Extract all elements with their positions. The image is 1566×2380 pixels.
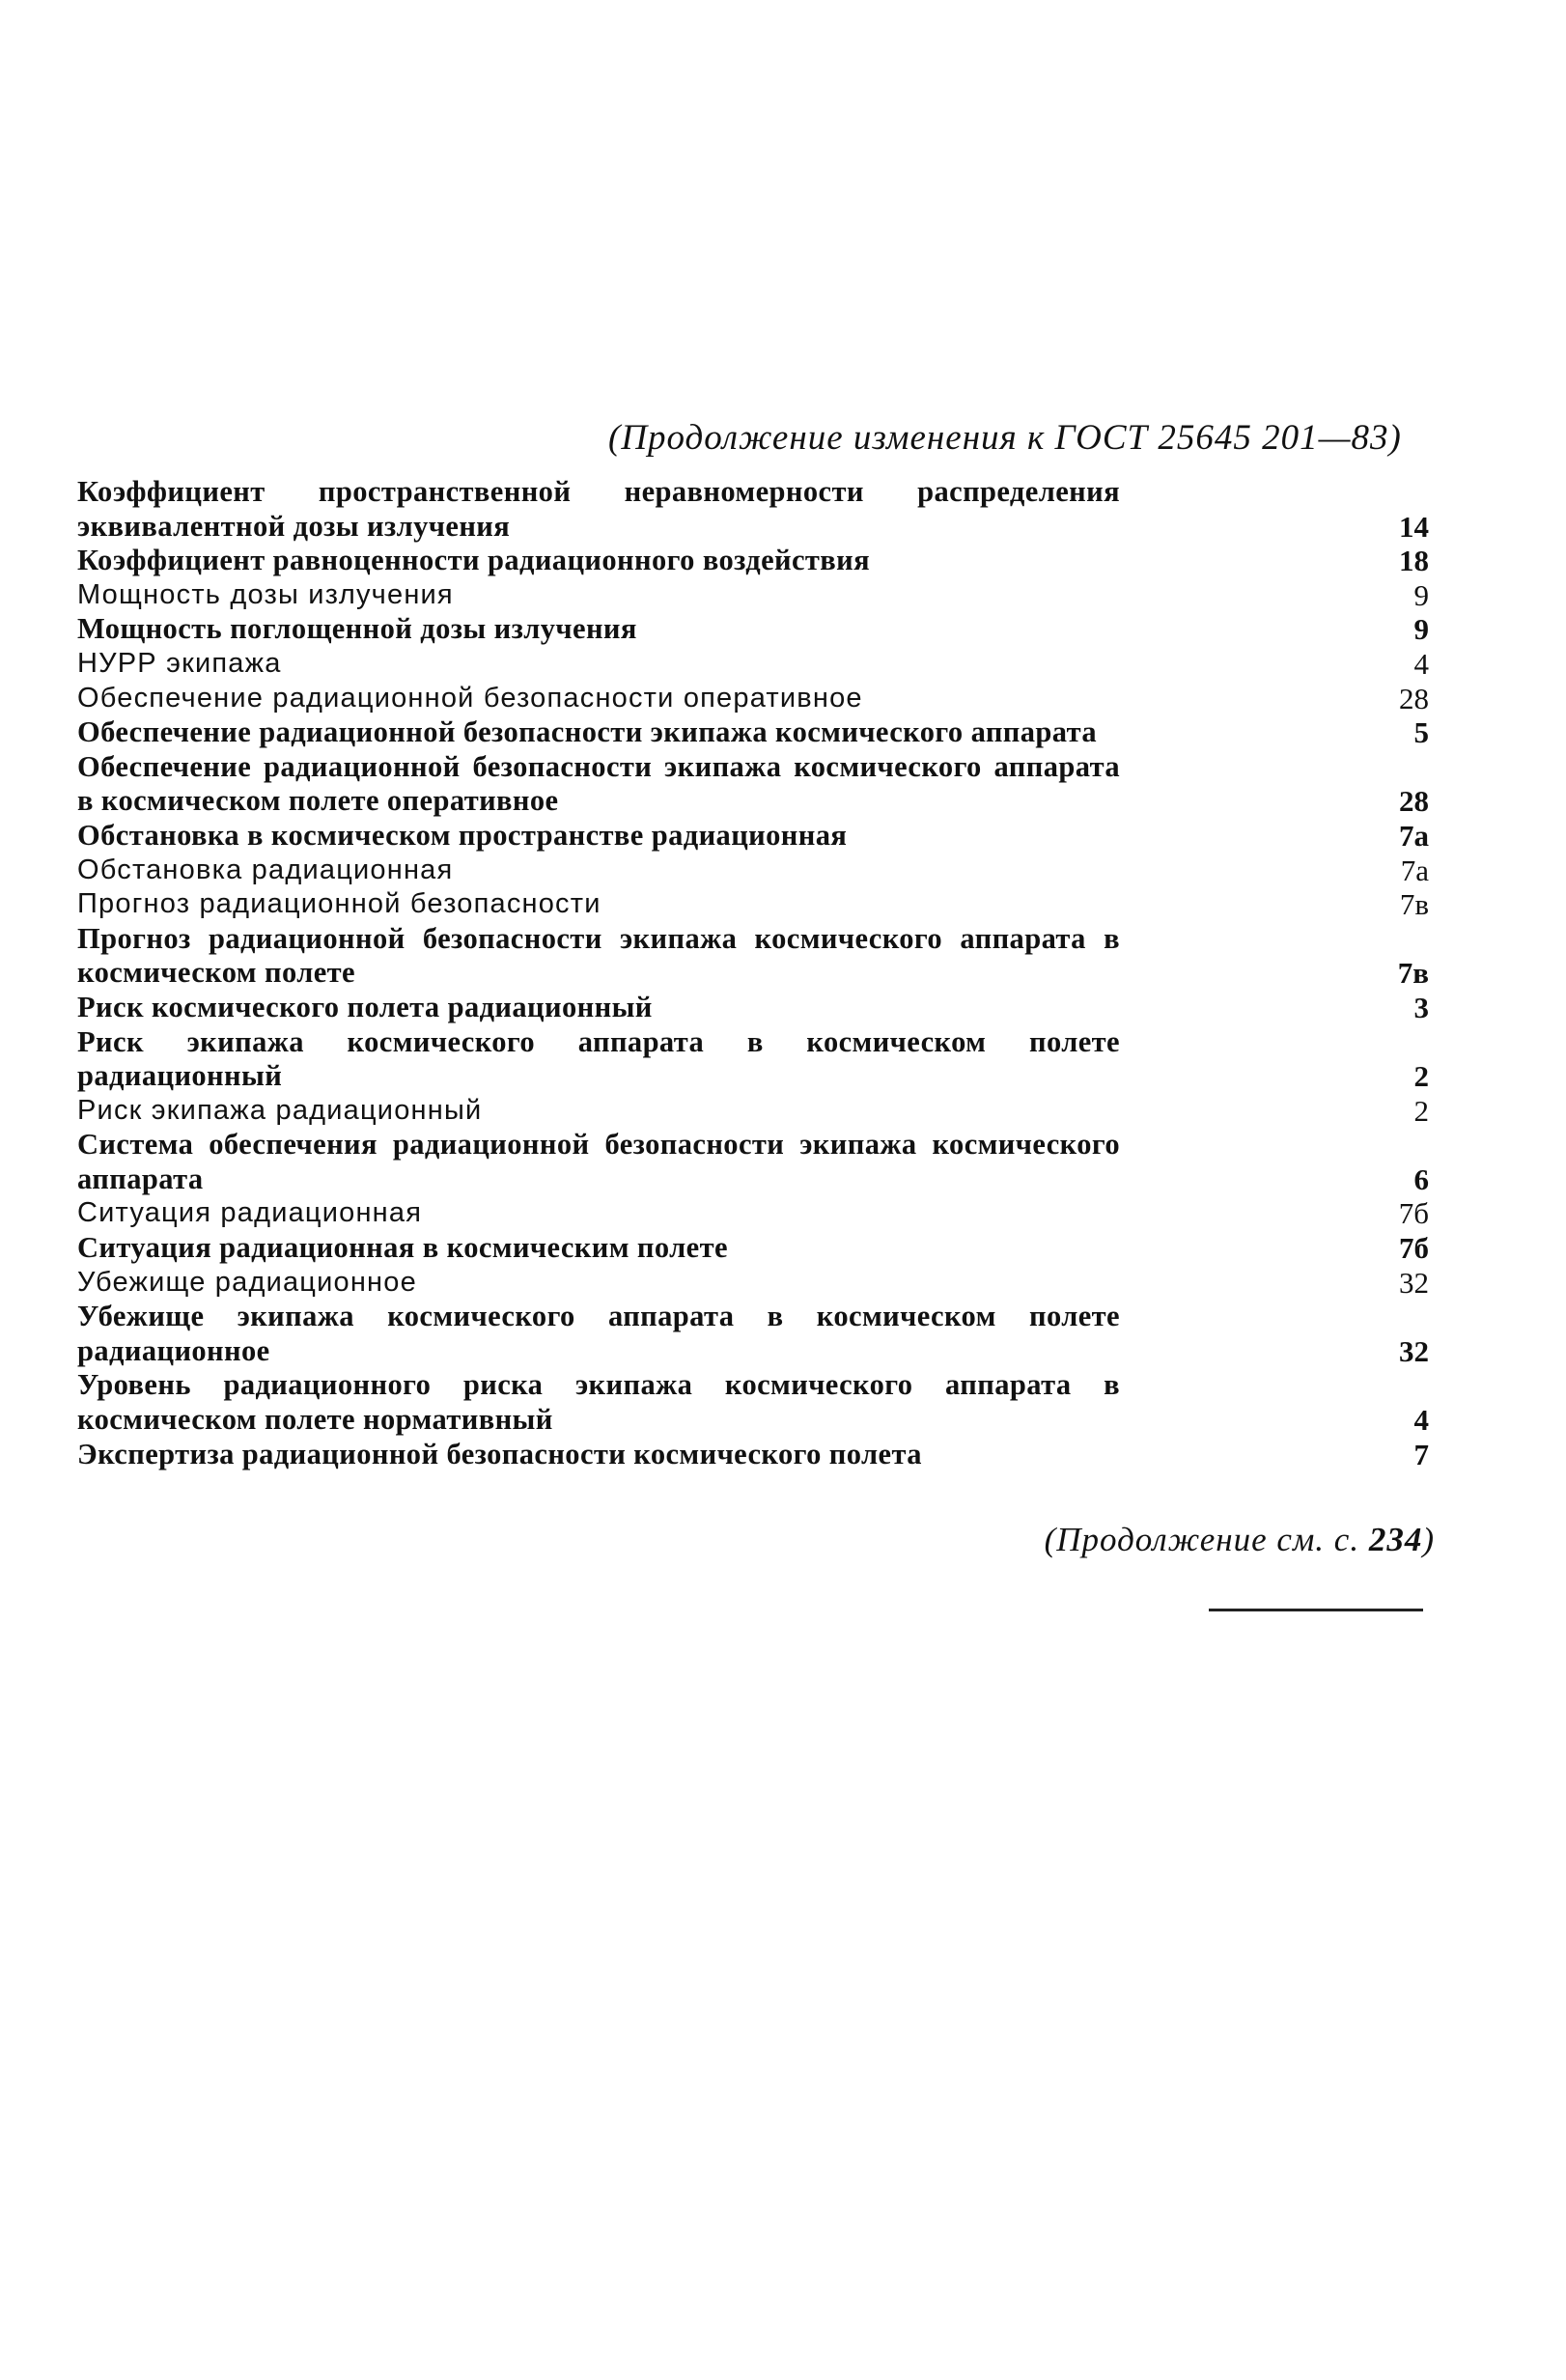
index-entry (77, 647, 1429, 682)
index-entry (77, 1300, 1429, 1368)
index-entry (77, 1368, 1429, 1437)
index-entry (77, 1438, 1429, 1472)
index-term: Система обеспечения радиационной безопасности экипажа космического аппарата (77, 1128, 1120, 1195)
index-page-number: 4 (1413, 1403, 1429, 1438)
index-page-number: 28 (1399, 784, 1429, 819)
index-entry (77, 1094, 1429, 1129)
footer-prefix: (Продолжение см. с. (1044, 1521, 1369, 1558)
index-term: Мощность дозы излучения (77, 578, 454, 610)
index-term: Ситуация радиационная (77, 1197, 423, 1229)
index-entry (77, 1231, 1429, 1266)
index-term: Прогноз радиационной безопасности экипажа космического аппарата в космическом полете (77, 921, 1120, 990)
index-term: Обеспечение радиационной безопасности экипажа космического аппарата (77, 715, 1098, 749)
index-page-number: 7в (1397, 956, 1429, 991)
index-entry (77, 1196, 1429, 1231)
index-term: Ситуация радиационная в космическим полете (77, 1231, 728, 1265)
index-page-number: 7в (1399, 887, 1429, 922)
index-page-number: 32 (1399, 1265, 1429, 1300)
index-entry (77, 475, 1429, 544)
index-entry (77, 1025, 1429, 1094)
index-entry (77, 819, 1429, 854)
continuation-header: (Продолжение изменения к ГОСТ 25645 201—83) (608, 418, 1402, 458)
index-entry (77, 715, 1429, 750)
index-term: Коэффициент пространственной неравномерности распределения эквивалентной дозы излучения (77, 475, 1120, 543)
index-entry (77, 750, 1429, 819)
index-entry (77, 544, 1429, 578)
index-page-number: 7б (1399, 1231, 1429, 1266)
index-term: Экспертиза радиационной безопасности космического полета (77, 1437, 922, 1470)
continuation-footer (1010, 1521, 1435, 1559)
index-page-number: 5 (1413, 715, 1429, 750)
index-page-number: 4 (1413, 646, 1429, 681)
index-page-number: 9 (1413, 612, 1429, 647)
index-entry (77, 887, 1429, 922)
footer-page-number: 234 (1368, 1521, 1423, 1558)
index-term: Коэффициент равноценности радиационного воздействия (77, 544, 871, 577)
index-entry (77, 682, 1429, 716)
index-entry (77, 578, 1429, 613)
index-term: Риск экипажа космического аппарата в космическом полете радиационный (77, 1024, 1120, 1093)
index-entry (77, 612, 1429, 647)
index-page-number: 2 (1413, 1059, 1429, 1094)
index-page-number: 32 (1399, 1333, 1429, 1368)
index-term: Убежище экипажа космического аппарата в космическом полете радиационное (77, 1300, 1120, 1367)
index-page-number: 2 (1413, 1093, 1429, 1128)
index-page-number: 28 (1399, 681, 1429, 715)
index-page-number: 14 (1399, 509, 1429, 544)
index-term: Прогноз радиационной безопасности (77, 888, 601, 920)
index-page-number: 18 (1399, 544, 1429, 578)
index-term: Уровень радиационного риска экипажа космического аппарата в космическом полете нормативный (77, 1368, 1120, 1437)
footer-rule (1209, 1609, 1423, 1611)
index-entry (77, 854, 1429, 888)
index-entry (77, 991, 1429, 1025)
index-term: Мощность поглощенной дозы излучения (77, 612, 637, 646)
index-entry (77, 922, 1429, 991)
index-term: Обеспечение радиационной безопасности оперативное (77, 682, 863, 714)
index-term: НУРР экипажа (77, 647, 282, 679)
index-page-number: 7б (1398, 1196, 1429, 1231)
index-entry (77, 1128, 1429, 1196)
index-page-number: 7а (1400, 853, 1429, 887)
index-term: Риск космического полета радиационный (77, 990, 653, 1023)
index-term: Риск экипажа радиационный (77, 1094, 483, 1126)
index-page-number: 7а (1399, 818, 1429, 853)
index-term: Обстановка в космическом пространстве радиационная (77, 818, 848, 852)
index-term: Обстановка радиационная (77, 854, 454, 885)
term-index (77, 475, 1429, 1471)
index-page-number: 6 (1413, 1162, 1429, 1196)
index-page-number: 3 (1413, 990, 1429, 1024)
footer-suffix: ) (1422, 1521, 1435, 1558)
index-term: Убежище радиационное (77, 1266, 417, 1298)
index-page-number: 7 (1413, 1437, 1429, 1471)
index-page-number: 9 (1413, 577, 1429, 612)
index-term: Обеспечение радиационной безопасности экипажа космического аппарата в космическом полете оперативное (77, 749, 1120, 818)
index-entry (77, 1266, 1429, 1301)
